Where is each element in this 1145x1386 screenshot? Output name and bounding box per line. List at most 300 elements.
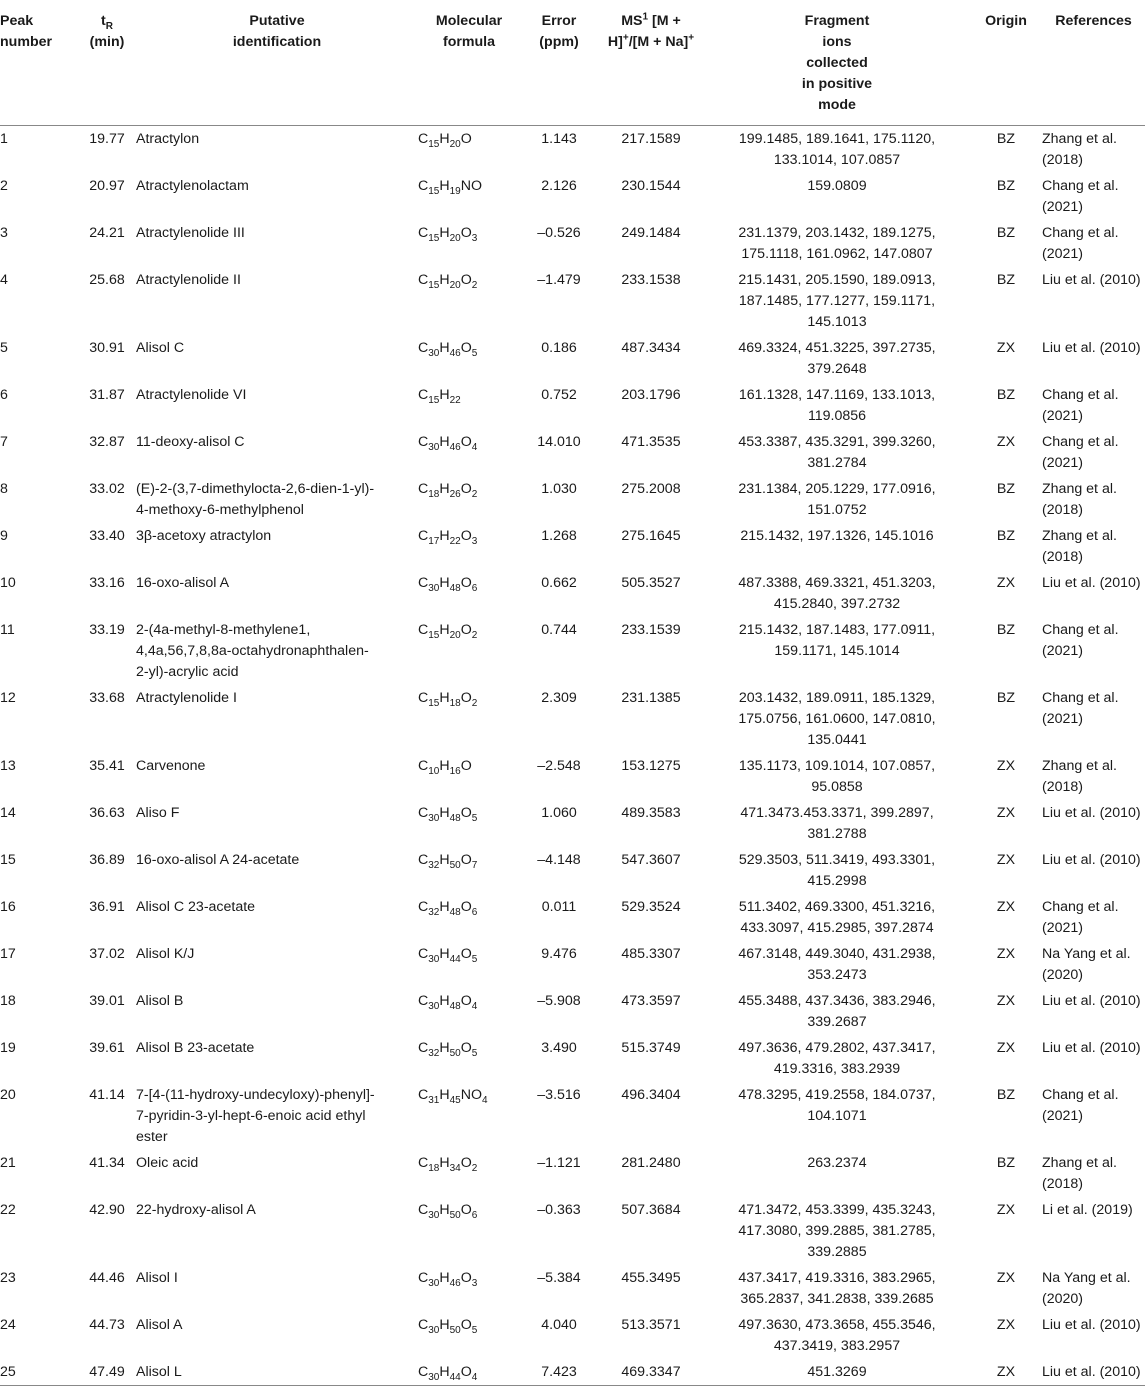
origin: ZX (996, 758, 1016, 774)
formula-element: C (418, 899, 429, 915)
fragment-ions (704, 476, 970, 523)
reference (1042, 800, 1145, 847)
ms1-value: 469.3347 (598, 1359, 704, 1386)
frag-line: 433.3097, 415.2985, 397.2874 (740, 920, 934, 936)
frag-line: 471.3472, 453.3399, 435.3243, (738, 1202, 936, 1218)
ref-line: Chang et al. (1042, 387, 1119, 403)
ref-line: Liu et al. (2010) (1042, 340, 1141, 356)
putative-identification (136, 753, 418, 800)
ref-line: Chang et al. (1042, 1087, 1119, 1103)
header-references: References (1042, 2, 1145, 126)
peak-number: 10 (0, 575, 16, 591)
formula-count: 48 (449, 906, 461, 918)
ms1-value: 505.3527 (621, 575, 681, 591)
formula-element: O (460, 1040, 472, 1056)
formula-element: C (418, 1317, 429, 1333)
putative-identification (136, 685, 418, 753)
molecular-formula (418, 220, 520, 267)
error-ppm: 1.060 (541, 805, 577, 821)
ref-line: (2021) (1042, 455, 1084, 471)
table-row (0, 1265, 1145, 1312)
molecular-formula (418, 126, 520, 174)
error-ppm: –3.516 (537, 1087, 581, 1103)
name-line: Atractylenolactam (136, 178, 249, 194)
formula-element: O (460, 131, 472, 147)
molecular-formula (418, 335, 520, 382)
peak-number: 18 (0, 993, 16, 1009)
molecular-formula (418, 753, 520, 800)
table-row (0, 1150, 1145, 1197)
error-ppm: –4.148 (537, 852, 581, 868)
formula-element: H (439, 1317, 450, 1333)
formula-element: H (439, 852, 450, 868)
origin: BZ (996, 528, 1016, 544)
peak-number: 8 (0, 481, 8, 497)
ms1-value: 275.1645 (621, 528, 681, 544)
putative-identification (136, 1359, 418, 1386)
frag-line: 135.1173, 109.1014, 107.0857, (738, 758, 936, 774)
ms1-value: 231.1385 (621, 690, 681, 706)
name-line: 7-[4-(11-hydroxy-undecyloxy)-phenyl]- (136, 1087, 375, 1103)
ref-line: Liu et al. (2010) (1042, 272, 1141, 288)
formula-count: 32 (428, 906, 440, 918)
frag-line: 159.0809 (807, 178, 867, 194)
name-line: 22-hydroxy-alisol A (136, 1202, 256, 1218)
putative-identification (136, 800, 418, 847)
formula-count: 3 (471, 535, 478, 547)
formula-element: C (418, 805, 429, 821)
formula-element: C (418, 1202, 429, 1218)
error-ppm: –5.908 (537, 993, 581, 1009)
reference (1042, 1197, 1145, 1265)
formula-element: O (460, 481, 472, 497)
peak-number: 3 (0, 225, 8, 241)
name-line: Alisol A (136, 1317, 183, 1333)
formula-element: C (418, 1040, 429, 1056)
formula-element: H (439, 946, 450, 962)
formula-element: C (418, 272, 429, 288)
formula-count: 2 (471, 279, 478, 291)
formula-element: O (460, 1155, 472, 1171)
reference (1042, 894, 1145, 941)
peak-number: 25 (0, 1359, 78, 1386)
formula-element: O (460, 1270, 472, 1286)
reference (1042, 617, 1145, 685)
formula-count: 18 (428, 488, 440, 500)
ms1-value: 496.3404 (621, 1087, 681, 1103)
formula-count: 20 (449, 232, 461, 244)
formula-count: 46 (449, 1277, 461, 1289)
ref-line: (2018) (1042, 779, 1084, 795)
ref-line: Na Yang et al. (1042, 946, 1131, 962)
frag-line: 175.0756, 161.0600, 147.0810, (738, 711, 936, 727)
putative-identification (136, 894, 418, 941)
putative-identification (136, 1265, 418, 1312)
formula-count: 15 (428, 697, 440, 709)
name-line: Atractylon (136, 131, 200, 147)
formula-element: O (460, 622, 472, 638)
ref-line: Zhang et al. (1042, 528, 1117, 544)
name-line: Atractylenolide II (136, 272, 241, 288)
frag-line: 511.3402, 469.3300, 451.3216, (738, 899, 936, 915)
frag-line: 469.3324, 451.3225, 397.2735, (738, 340, 936, 356)
origin: ZX (996, 993, 1016, 1009)
peak-number: 17 (0, 946, 16, 962)
molecular-formula (418, 1197, 520, 1265)
error-ppm: 4.040 (541, 1317, 577, 1333)
ms1-value: 515.3749 (621, 1040, 681, 1056)
ref-line: Zhang et al. (1042, 481, 1117, 497)
formula-element: O (460, 1202, 472, 1218)
frag-line: 497.3630, 473.3658, 455.3546, (738, 1317, 936, 1333)
frag-line: 381.2788 (807, 826, 867, 842)
fragment-ions (704, 1197, 970, 1265)
table-row (0, 267, 1145, 335)
formula-element: O (460, 225, 472, 241)
frag-line: 451.3269 (807, 1364, 867, 1380)
origin: ZX (996, 434, 1016, 450)
fragment-ions (704, 753, 970, 800)
fragment-ions (704, 570, 970, 617)
fragment-ions (704, 1265, 970, 1312)
formula-element: C (418, 993, 429, 1009)
frag-line: 353.2473 (807, 967, 867, 983)
reference (1042, 1359, 1145, 1386)
formula-element: H (439, 387, 450, 403)
frag-line: 497.3636, 479.2802, 437.3417, (738, 1040, 936, 1056)
formula-count: 7 (471, 859, 478, 871)
peak-number: 5 (0, 340, 8, 356)
fragment-ions (704, 988, 970, 1035)
frag-line: 471.3473.453.3371, 399.2897, (740, 805, 934, 821)
name-line: Carvenone (136, 758, 206, 774)
peak-number: 11 (0, 622, 15, 638)
frag-line: 453.3387, 435.3291, 399.3260, (738, 434, 936, 450)
formula-count: 15 (428, 232, 440, 244)
putative-identification (136, 382, 418, 429)
formula-element: H (439, 622, 450, 638)
header-row (0, 2, 1145, 126)
name-line: 16-oxo-alisol A (136, 575, 230, 591)
molecular-formula (418, 1150, 520, 1197)
table-row (0, 988, 1145, 1035)
putative-identification (136, 335, 418, 382)
retention-time: 36.63 (89, 805, 125, 821)
origin: ZX (996, 1202, 1016, 1218)
error-ppm: 0.744 (541, 622, 577, 638)
formula-element: H (439, 340, 450, 356)
formula-element: O (460, 852, 472, 868)
table-row (0, 1197, 1145, 1265)
retention-time: 44.46 (89, 1270, 125, 1286)
ref-line: Liu et al. (2010) (1042, 1364, 1141, 1380)
formula-count: 18 (449, 697, 461, 709)
formula-element: H (439, 1040, 450, 1056)
reference (1042, 570, 1145, 617)
formula-element: C (418, 481, 429, 497)
frag-line: 487.3388, 469.3321, 451.3203, (738, 575, 936, 591)
formula-count: 44 (449, 953, 461, 965)
formula-count: 16 (449, 765, 461, 777)
formula-element: O (460, 993, 472, 1009)
reference (1042, 685, 1145, 753)
name-line: 11-deoxy-alisol C (136, 434, 245, 450)
formula-count: 26 (449, 488, 461, 500)
putative-identification (136, 523, 418, 570)
formula-count: 15 (428, 629, 440, 641)
header-molecular-formula: Molecular formula (418, 2, 520, 126)
putative-identification (136, 570, 418, 617)
table-row (0, 1035, 1145, 1082)
origin: BZ (996, 272, 1016, 288)
ref-line: Liu et al. (2010) (1042, 1040, 1141, 1056)
formula-element: NO (460, 178, 483, 194)
error-ppm: –0.363 (537, 1202, 581, 1218)
ref-line: (2021) (1042, 408, 1084, 424)
retention-time: 41.14 (89, 1087, 125, 1103)
formula-count: 20 (449, 138, 461, 150)
peak-number: 21 (0, 1155, 16, 1171)
formula-element: C (418, 131, 429, 147)
table-row (0, 753, 1145, 800)
origin: ZX (996, 852, 1016, 868)
header-error: Error (ppm) (520, 2, 598, 126)
reference (1042, 126, 1145, 174)
frag-line: 151.0752 (807, 502, 867, 518)
formula-count: 5 (471, 1324, 478, 1336)
formula-element: H (439, 1364, 450, 1380)
formula-count: 30 (428, 953, 440, 965)
ref-line: Chang et al. (1042, 434, 1119, 450)
fragment-ions (704, 126, 970, 174)
putative-identification (136, 220, 418, 267)
ref-line: Liu et al. (2010) (1042, 993, 1141, 1009)
reference (1042, 1082, 1145, 1150)
header-peak-number: Peak number (0, 2, 78, 126)
formula-element: C (418, 1155, 429, 1171)
putative-identification (136, 941, 418, 988)
error-ppm: 0.186 (541, 340, 577, 356)
molecular-formula (418, 1312, 520, 1359)
fragment-ions (704, 173, 970, 220)
fragment-ions (704, 1035, 970, 1082)
formula-count: 20 (449, 279, 461, 291)
table-row (0, 523, 1145, 570)
origin: ZX (996, 340, 1016, 356)
table-row (0, 800, 1145, 847)
formula-count: 30 (428, 812, 440, 824)
ms1-value: 473.3597 (621, 993, 681, 1009)
formula-count: 2 (471, 1162, 478, 1174)
name-line: Atractylenolide III (136, 225, 245, 241)
molecular-formula (418, 523, 520, 570)
formula-count: 30 (428, 1277, 440, 1289)
ref-line: Zhang et al. (1042, 758, 1117, 774)
formula-element: C (418, 946, 429, 962)
molecular-formula (418, 988, 520, 1035)
putative-identification (136, 267, 418, 335)
fragment-ions (704, 335, 970, 382)
origin: BZ (996, 622, 1016, 638)
origin: BZ (996, 1155, 1016, 1171)
formula-element: O (460, 1364, 472, 1380)
formula-count: 44 (449, 1371, 461, 1383)
table-row (0, 126, 1145, 174)
frag-line: 529.3503, 511.3419, 493.3301, (738, 852, 936, 868)
formula-element: C (418, 690, 429, 706)
ms1-value: 547.3607 (621, 852, 681, 868)
formula-count: 15 (428, 394, 440, 406)
reference (1042, 1312, 1145, 1359)
formula-element: H (439, 758, 450, 774)
fragment-ions (704, 1082, 970, 1150)
frag-line: 104.1071 (807, 1108, 867, 1124)
ms1-value: 513.3571 (621, 1317, 681, 1333)
putative-identification (136, 429, 418, 476)
ms1-value: 487.3434 (621, 340, 681, 356)
fragment-ions (704, 382, 970, 429)
frag-line: 159.1171, 145.1014 (774, 643, 900, 659)
error-ppm: 14.010 (537, 434, 581, 450)
header-fragment-ions: Fragment ions collected in positive mode (704, 2, 970, 126)
ref-line: Liu et al. (2010) (1042, 805, 1141, 821)
retention-time: 25.68 (89, 272, 125, 288)
putative-identification (136, 988, 418, 1035)
frag-line: 175.1118, 161.0962, 147.0807 (741, 246, 933, 262)
retention-time: 30.91 (89, 340, 125, 356)
formula-element: H (439, 1202, 450, 1218)
fragment-ions (704, 894, 970, 941)
frag-line: 199.1485, 189.1641, 175.1120, (738, 131, 936, 147)
formula-count: 30 (428, 441, 440, 453)
formula-count: 50 (449, 859, 461, 871)
ref-line: (2021) (1042, 246, 1084, 262)
fragment-ions (704, 1150, 970, 1197)
error-ppm: 9.476 (541, 946, 577, 962)
formula-count: 2 (471, 488, 478, 500)
frag-line: 379.2648 (807, 361, 867, 377)
table-row (0, 1082, 1145, 1150)
formula-count: 5 (471, 347, 478, 359)
peak-number: 16 (0, 899, 16, 915)
formula-element: H (439, 690, 450, 706)
ref-line: (2021) (1042, 920, 1084, 936)
origin: BZ (996, 1087, 1016, 1103)
molecular-formula (418, 685, 520, 753)
formula-count: 17 (428, 535, 440, 547)
ref-line: Liu et al. (2010) (1042, 1317, 1141, 1333)
error-ppm: 0.752 (541, 387, 577, 403)
name-line: Alisol B (136, 993, 184, 1009)
molecular-formula (418, 847, 520, 894)
fragment-ions (704, 800, 970, 847)
frag-line: 339.2885 (807, 1244, 867, 1260)
formula-element: H (439, 481, 450, 497)
formula-element: H (439, 178, 450, 194)
formula-count: 3 (471, 232, 478, 244)
error-ppm: –1.479 (537, 272, 581, 288)
putative-identification (136, 1150, 418, 1197)
retention-time: 24.21 (89, 225, 125, 241)
formula-element: C (418, 1270, 429, 1286)
origin: BZ (996, 481, 1016, 497)
origin: BZ (996, 131, 1016, 147)
origin: BZ (996, 178, 1016, 194)
name-line: Alisol C 23-acetate (136, 899, 256, 915)
origin: ZX (996, 1317, 1016, 1333)
ref-line: (2018) (1042, 549, 1084, 565)
formula-count: 31 (428, 1094, 440, 1106)
frag-line: 161.1328, 147.1169, 133.1013, (738, 387, 936, 403)
origin: ZX (996, 805, 1016, 821)
frag-line: 215.1432, 187.1483, 177.0911, (738, 622, 936, 638)
formula-element: C (418, 852, 429, 868)
fragment-ions (704, 847, 970, 894)
putative-identification (136, 1035, 418, 1082)
ref-line: (2020) (1042, 967, 1084, 983)
peak-number: 14 (0, 805, 16, 821)
formula-count: 32 (428, 1047, 440, 1059)
error-ppm: 1.143 (541, 131, 577, 147)
ref-line: Chang et al. (1042, 690, 1119, 706)
name-line: Oleic acid (136, 1155, 199, 1171)
fragment-ions (704, 1312, 970, 1359)
formula-count: 34 (449, 1162, 461, 1174)
fragment-ions (704, 617, 970, 685)
ref-line: (2021) (1042, 1108, 1084, 1124)
error-ppm: 2.126 (541, 178, 577, 194)
reference (1042, 941, 1145, 988)
name-line: Aliso F (136, 805, 180, 821)
formula-element: H (439, 899, 450, 915)
putative-identification (136, 173, 418, 220)
formula-element: O (460, 340, 472, 356)
formula-count: 6 (471, 906, 478, 918)
ref-line: (2018) (1042, 502, 1084, 518)
putative-identification (136, 1312, 418, 1359)
molecular-formula (418, 476, 520, 523)
formula-element: O (460, 434, 472, 450)
table-row (0, 220, 1145, 267)
formula-element: NO (460, 1087, 483, 1103)
frag-line: 339.2687 (807, 1014, 867, 1030)
putative-identification (136, 476, 418, 523)
frag-line: 467.3148, 449.3040, 431.2938, (738, 946, 936, 962)
error-ppm: –0.526 (537, 225, 581, 241)
peak-number: 6 (0, 387, 8, 403)
molecular-formula (418, 570, 520, 617)
ref-line: (2018) (1042, 152, 1084, 168)
formula-count: 50 (449, 1209, 461, 1221)
formula-element: C (418, 528, 429, 544)
molecular-formula (418, 382, 520, 429)
formula-element: O (460, 575, 472, 591)
error-ppm: –5.384 (537, 1270, 581, 1286)
retention-time: 36.91 (89, 899, 125, 915)
frag-line: 263.2374 (807, 1155, 867, 1171)
frag-line: 415.2998 (807, 873, 867, 889)
frag-line: 215.1432, 197.1326, 145.1016 (740, 528, 934, 544)
formula-element: O (460, 690, 472, 706)
fragment-ions (704, 523, 970, 570)
formula-count: 45 (449, 1094, 461, 1106)
formula-element: H (439, 1270, 450, 1286)
error-ppm: –1.121 (537, 1155, 581, 1171)
name-line: Atractylenolide I (136, 690, 237, 706)
formula-count: 6 (471, 1209, 478, 1221)
ms1-value: 203.1796 (621, 387, 681, 403)
fragment-ions (704, 267, 970, 335)
